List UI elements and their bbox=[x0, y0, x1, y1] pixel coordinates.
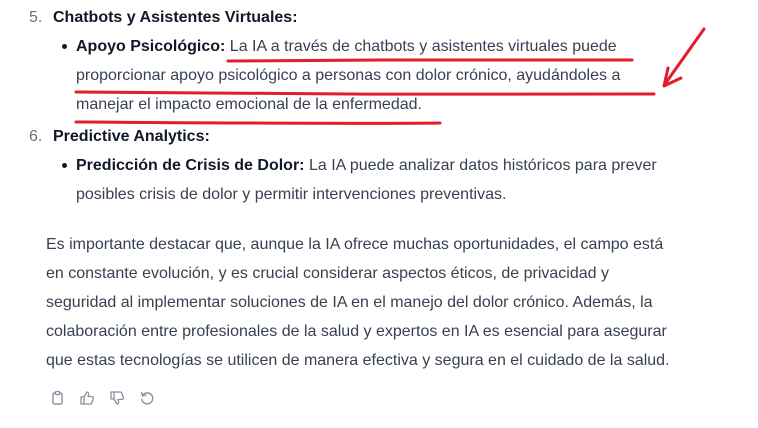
bullet-text: La IA puede analizar datos históricos para prever bbox=[308, 157, 657, 174]
paragraph-line: que estas tecnologías se utilicen de manera efectiva y segura en el cuidado de la salud. bbox=[46, 352, 670, 369]
bullet-line-2: posibles crisis de dolor y permitir intervenciones preventivas. bbox=[76, 186, 507, 203]
list-title-chatbots: Chatbots y Asistentes Virtuales: bbox=[53, 9, 298, 26]
bullet-dot bbox=[62, 163, 67, 168]
list-number-5: 5. bbox=[29, 9, 43, 26]
message-actions bbox=[46, 387, 158, 409]
thumbs-down-icon bbox=[109, 390, 125, 406]
list-title-predictive: Predictive Analytics: bbox=[53, 128, 210, 145]
bullet-label-prediccion: Predicción de Crisis de Dolor: bbox=[76, 157, 305, 174]
copy-icon bbox=[49, 390, 65, 406]
copy-button[interactable] bbox=[46, 387, 68, 409]
thumbs-down-button[interactable] bbox=[106, 387, 128, 409]
paragraph-line: colaboración entre profesionales de la salud y expertos en IA es esencial para asegurar bbox=[46, 323, 667, 340]
paragraph-line: Es importante destacar que, aunque la IA ofrece muchas oportunidades, el campo está bbox=[46, 236, 664, 253]
bullet-dot bbox=[62, 44, 67, 49]
paragraph-line: en constante evolución, y es crucial considerar aspectos éticos, de privacidad y bbox=[46, 265, 609, 282]
paragraph-line: seguridad al implementar soluciones de IA en el manejo del dolor crónico. Además, la bbox=[46, 294, 653, 311]
bullet-text: La IA a través de chatbots y asistentes virtuales puede bbox=[229, 38, 617, 55]
thumbs-up-button[interactable] bbox=[76, 387, 98, 409]
list-number-6: 6. bbox=[29, 128, 43, 145]
thumbs-up-icon bbox=[79, 390, 95, 406]
underline-3 bbox=[76, 122, 440, 123]
underline-2 bbox=[76, 92, 654, 94]
underline-1 bbox=[228, 60, 632, 61]
bullet-label-apoyo: Apoyo Psicológico: bbox=[76, 38, 226, 55]
regenerate-button[interactable] bbox=[136, 387, 158, 409]
bullet-line-1 bbox=[76, 157, 657, 175]
arrow-shaft bbox=[665, 29, 704, 84]
bullet-line-3: manejar el impacto emocional de la enfermedad. bbox=[76, 96, 422, 113]
regenerate-icon bbox=[139, 390, 155, 406]
arrow-head bbox=[664, 68, 681, 86]
bullet-line-1 bbox=[76, 38, 617, 56]
bullet-line-2: proporcionar apoyo psicológico a personas con dolor crónico, ayudándoles a bbox=[76, 67, 621, 84]
